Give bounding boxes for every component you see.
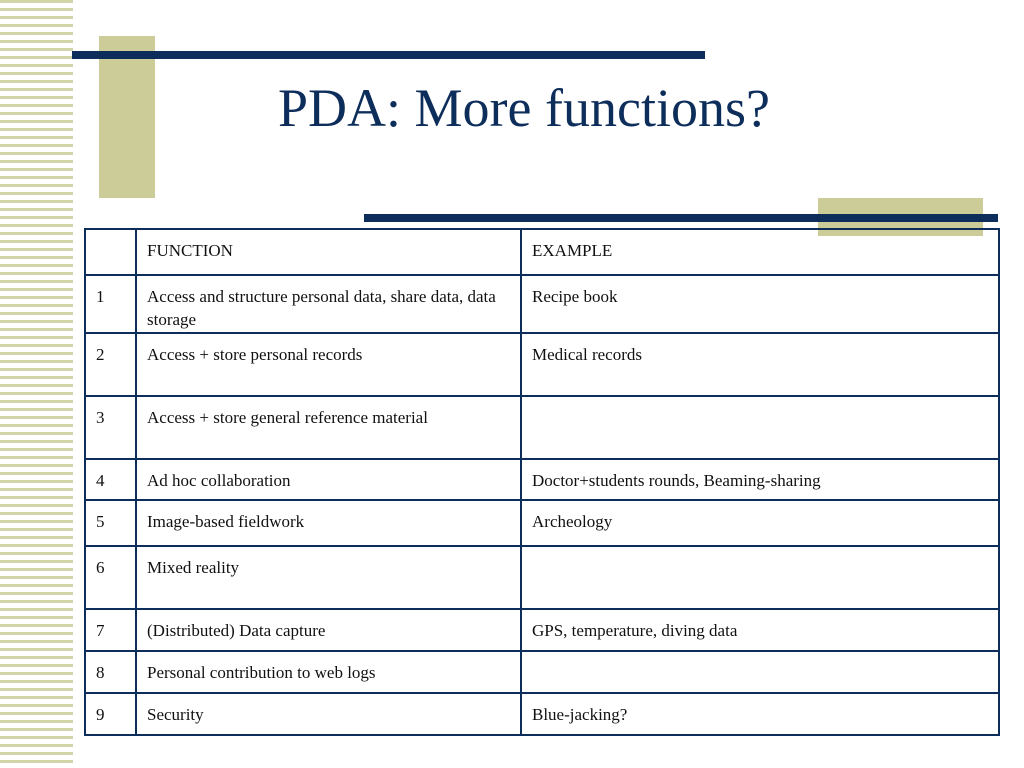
header-cell-example: EXAMPLE <box>521 229 999 275</box>
row-number: 1 <box>85 275 136 333</box>
row-example: Recipe book <box>521 275 999 333</box>
row-number: 4 <box>85 459 136 500</box>
table-row <box>85 609 999 651</box>
top-rule <box>72 51 705 59</box>
row-number: 5 <box>85 500 136 546</box>
row-example: Blue-jacking? <box>521 693 999 735</box>
table-row <box>85 500 999 546</box>
row-function: (Distributed) Data capture <box>136 609 521 651</box>
row-example <box>521 396 999 459</box>
row-function: Ad hoc collaboration <box>136 459 521 500</box>
left-stripe-decoration <box>0 0 73 768</box>
row-function: Access + store general reference material <box>136 396 521 459</box>
table-row <box>85 546 999 609</box>
table-row <box>85 651 999 693</box>
header-cell-function: FUNCTION <box>136 229 521 275</box>
table-row <box>85 333 999 396</box>
row-example <box>521 546 999 609</box>
row-number: 3 <box>85 396 136 459</box>
row-function: Personal contribution to web logs <box>136 651 521 693</box>
mid-rule <box>364 214 998 222</box>
row-number: 6 <box>85 546 136 609</box>
row-number: 7 <box>85 609 136 651</box>
table-row <box>85 693 999 735</box>
row-example <box>521 651 999 693</box>
row-example: Medical records <box>521 333 999 396</box>
olive-block-top <box>99 36 155 198</box>
row-number: 9 <box>85 693 136 735</box>
row-function: Image-based fieldwork <box>136 500 521 546</box>
table-header-row <box>85 229 999 275</box>
row-number: 2 <box>85 333 136 396</box>
row-function: Security <box>136 693 521 735</box>
table-row <box>85 459 999 500</box>
row-function: Access + store personal records <box>136 333 521 396</box>
row-function: Mixed reality <box>136 546 521 609</box>
table-row <box>85 275 999 333</box>
table-row <box>85 396 999 459</box>
row-number: 8 <box>85 651 136 693</box>
row-example: Archeology <box>521 500 999 546</box>
slide-title: PDA: More functions? <box>278 78 770 138</box>
row-function: Access and structure personal data, share data, data storage <box>136 275 521 333</box>
row-example: Doctor+students rounds, Beaming-sharing <box>521 459 999 500</box>
header-cell-number <box>85 229 136 275</box>
row-example: GPS, temperature, diving data <box>521 609 999 651</box>
functions-table <box>84 228 1000 736</box>
